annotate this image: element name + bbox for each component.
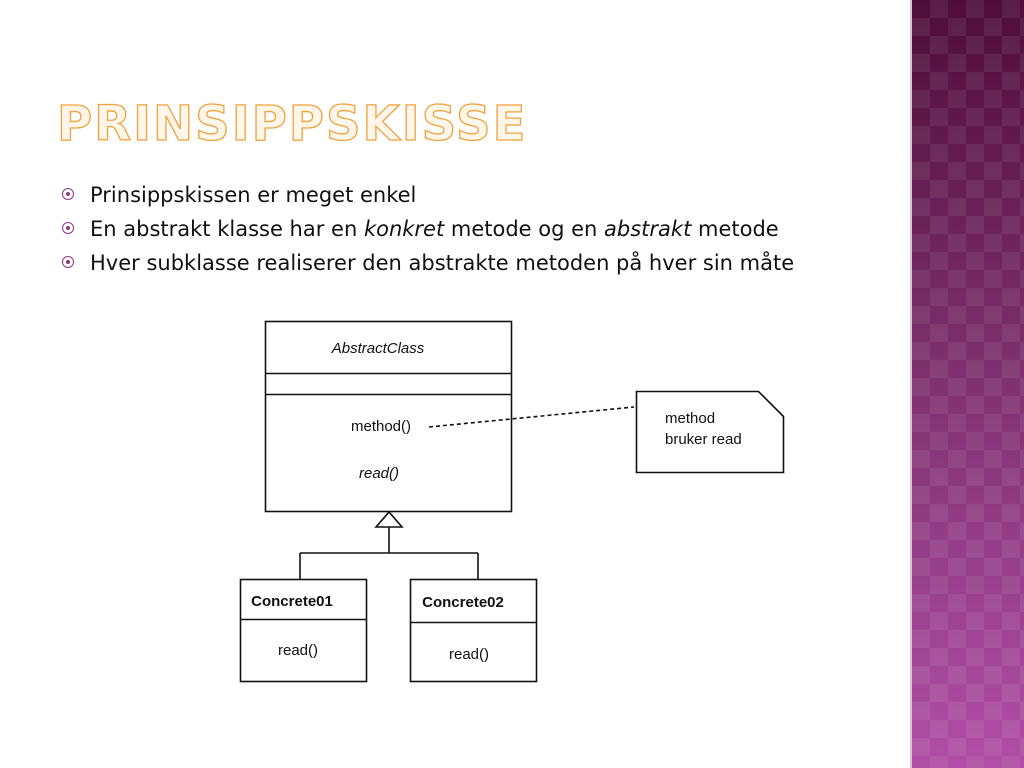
concrete01-name: Concrete01 <box>251 593 333 610</box>
bullet-3-text: Hver subklasse realiserer den abstrakte metoden på hver sin måte <box>90 251 795 275</box>
abstract-class-box <box>266 322 512 512</box>
concrete02-method: read() <box>448 646 490 663</box>
bullet-2-text-c: metode <box>691 217 779 241</box>
concrete02-box <box>411 580 537 682</box>
inheritance-arrowhead-icon <box>376 512 402 527</box>
abstract-class-name: AbstractClass <box>331 340 425 357</box>
concrete01-box <box>241 580 367 682</box>
bullet-2-text-b: metode og en <box>444 217 605 241</box>
side-band-pattern <box>912 0 1024 768</box>
note-line-2: bruker read <box>665 431 742 448</box>
abstract-class-method: method() <box>350 418 412 435</box>
bullet-2-italic-abstrakt: abstrakt <box>604 217 692 241</box>
bullet-2-text-a: En abstrakt klasse har en <box>90 217 364 241</box>
concrete02-name: Concrete02 <box>422 594 504 611</box>
bullet-1-text: Prinsippskissen er meget enkel <box>90 183 417 207</box>
bullet-2-italic-konkret: konkret <box>363 217 445 241</box>
slide-title: PRINSIPPSKISSE <box>57 96 528 152</box>
decorative-side-band <box>912 0 1024 768</box>
abstract-class-read: read() <box>358 465 400 482</box>
inheritance-connector <box>300 512 478 579</box>
note-box <box>637 392 784 473</box>
concrete01-method: read() <box>277 642 319 659</box>
note-line-1: method <box>665 410 716 427</box>
